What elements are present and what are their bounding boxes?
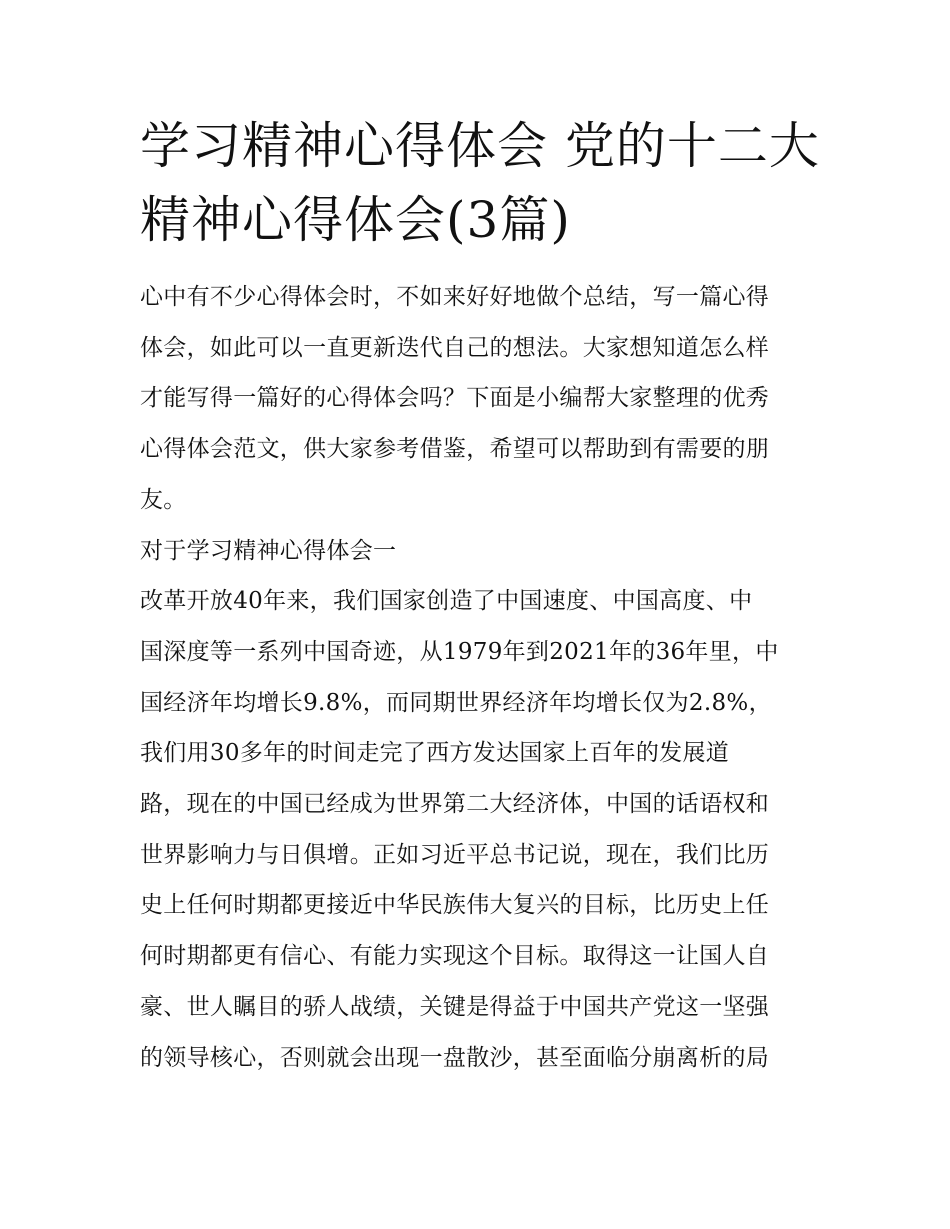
- text-line: 的领导核心，否则就会出现一盘散沙，甚至面临分崩离析的局: [140, 1044, 770, 1071]
- text-line: 心中有不少心得体会时，不如来好好地做个总结，写一篇心得: [140, 284, 770, 310]
- title-line: 精神心得体会(3篇): [140, 191, 571, 249]
- text-line: 我们用30多年的时间走完了西方发达国家上百年的发展道: [140, 740, 730, 767]
- text-line: 改革开放40年来，我们国家创造了中国速度、中国高度、中: [140, 588, 753, 615]
- text-line: 国经济年均增长9.8%，而同期世界经济年均增长仅为2.8%，: [140, 689, 772, 716]
- text-line: 体会，如此可以一直更新迭代自己的想法。大家想知道怎么样: [140, 334, 770, 361]
- text-line: 史上任何时期都更接近中华民族伟大复兴的目标，比历史上任: [140, 892, 770, 919]
- text-line: 世界影响力与日俱增。正如习近平总书记说，现在，我们比历: [140, 841, 770, 868]
- text-line: 国深度等一系列中国奇迹，从1979年到2021年的36年里，中: [140, 638, 779, 665]
- text-line: 路，现在的中国已经成为世界第二大经济体，中国的话语权和: [140, 791, 770, 818]
- body-paragraph: [140, 576, 812, 1083]
- text-line: 心得体会范文，供大家参考借鉴，希望可以帮助到有需要的朋: [140, 436, 770, 463]
- section-heading-text: 对于学习精神心得体会一: [140, 537, 397, 564]
- document-page: [140, 108, 820, 1083]
- document-body: [140, 272, 812, 1083]
- section-heading: [140, 526, 812, 577]
- text-line: 豪、世人瞩目的骄人战绩，关键是得益于中国共产党这一坚强: [140, 993, 770, 1020]
- text-line: 何时期都更有信心、有能力实现这个目标。取得这一让国人自: [140, 943, 770, 970]
- title-line: 学习精神心得体会 党的十二大: [140, 117, 820, 175]
- document-title: [140, 108, 820, 258]
- text-line: 友。: [140, 486, 187, 513]
- intro-paragraph: [140, 272, 812, 526]
- text-line: 才能写得一篇好的心得体会吗？下面是小编帮大家整理的优秀: [140, 385, 770, 412]
